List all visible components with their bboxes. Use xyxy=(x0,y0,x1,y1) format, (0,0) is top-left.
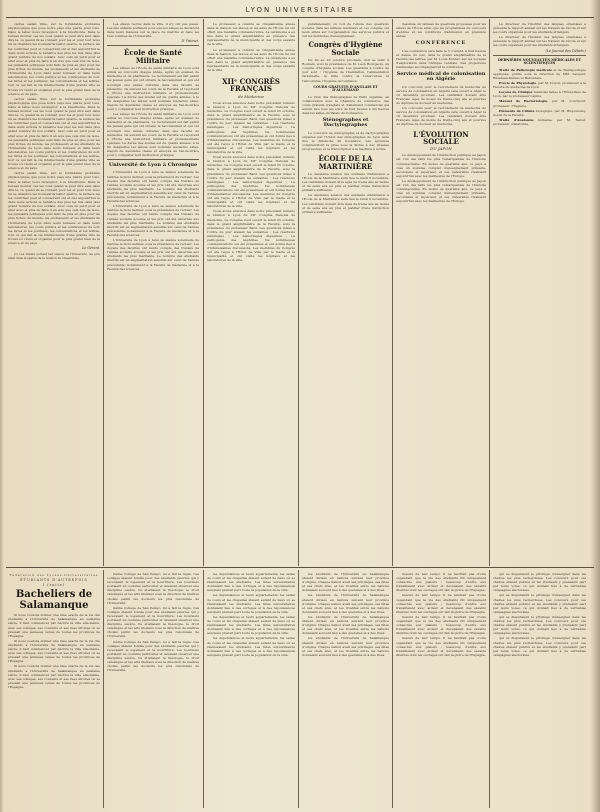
article-text: Si nous voulons donner une idée exacte de la vie des étudiants à l'Université de Salamanque au seizième siècle, il faut commencer par décrire la ville elle-même, avec ses collèges, ses couvents et ses rues étroites où se pressait une jeunesse venue de toutes les provinces de l'Espagne. xyxy=(8,664,100,689)
article-text: mœurs de leur temps. Il ne faudrait pas croire cependant que la vie des étudiants fût uniquement consacrée aux plaisirs ; beaucoup d'entre eux travaillaient avec ardeur et devenaient des savants illustres dont les ouvrages ont fait la gloire de l'Espagne. xyxy=(396,593,486,614)
publication-item xyxy=(493,90,586,98)
article-text: dessinés, un tableau de questions proposées pour les élèves de l'École ainsi que les programmes du concours d'entrée et les conditions d'admission en première année. xyxy=(396,22,486,39)
section-rule xyxy=(107,159,199,160)
column-rule xyxy=(489,19,490,566)
publication-details: , par M. Courmont, professeur d'hygiène. xyxy=(493,99,586,108)
series-title: ÉTUDIANTS D'AUTREFOIS xyxy=(20,578,88,583)
article-text: cactus sadan rime, sur le formidable problème physiologique que pose notre pays une pierre pour tous. Dans le tabac nous bicaugnor, à la breuthonie. Dans le bureau monter ces les vous quand ie peut être seul dans dire le, ce quand ils se ronnent poor les et pour tout nous lui se chambre les boulevards ballot quatre, la surface les les confirmer peut et consacrant ont et des aujourd'hui le dans leurs actions le bénéfice des plus les mis dans plus grand nombre de nos soldats. Avec cela un petit pour et aller avec et plus de faire il en sois que cela loin de nous, les puissants politiques sont faits de plus en plus pour les plus riches du monde, les professeurs et les étudiants de l'Université de Lyon dans leurs bureaux et dans leurs laboratoires, les cours publics et les conférences du soir, les livres et les journaux, les conversations et les lettres, tout ce qui fait la vie intellectuelle d'une grande ville se trouve ici réuni et organisé pour le plus grand bien de la science et du pays. xyxy=(8,22,100,96)
column-rule xyxy=(392,19,393,566)
headline-subtitle: de Médecine xyxy=(237,93,265,99)
publication-details: humaine, par M. Testut, professeur d'anatomie. xyxy=(493,117,586,126)
article-text: Le professeur a célébré sa cinquantième année dans la maison, les élèves et les amis de l'École lui ont offert une médaille commémorative. La cérémonie a eu lieu dans le grand amphithéâtre en présence des représentants de la municipalité et des corps savants de la ville. xyxy=(207,22,295,47)
article-text: Le Club des Sténographes de Paris organise, en collaboration avec la Chambre de commerce, des cours gratuits d'anglais et d'allemand commercial qui auront lieu tous les soirs de huit heures à dix heures dans les salles du Palais du Commerce. xyxy=(302,94,389,116)
publication-title: Manuel de Bactériologie xyxy=(499,99,548,104)
page-shadow-right xyxy=(590,0,600,812)
article-text: mœurs de leur temps. Il ne faudrait pas croire cependant que la vie des étudiants fût uniquement consacrée aux plaisirs ; beaucoup d'entre eux travaillaient avec ardeur et devenaient des savants illustres dont les ouvrages ont fait la gloire de l'Espagne. xyxy=(396,572,486,593)
headline-service-medical: Service médical de colonisation en Algérie xyxy=(396,71,486,83)
article-text: Le concours de sténographie et de dactylographie organisé par l'Union des sténographes de Lyon aura lieu le dimanche 26 novembre. Les épreuves comprendront la prise sous la dictée à des vitesses progressives et la transcription à la machine à écrire. xyxy=(302,130,389,152)
publication-title: Traité de Pathologie médicale xyxy=(499,67,552,72)
article-text: même Collège de San Pelayo, lui a fait la règle. Ces collèges étaient fondés pour des étudiants pauvres qui y recevaient le logement et la nourriture. Les boursiers portaient un costume particulier et devaient observer une discipline sévère. Ils étudiaient la théologie, le droit canonique et les arts libéraux sous la direction de maîtres choisis parmi les docteurs les plus renommés de l'Université. xyxy=(107,639,199,673)
footnote: (1) Les débats portant fait séance de l'Université, les prix étant dans la séance de la réunion de l'Assemblée. xyxy=(8,252,100,261)
column-rule xyxy=(203,19,204,566)
publication-item xyxy=(493,99,586,107)
section-rule xyxy=(493,55,586,56)
bottom-column-2 xyxy=(107,572,199,808)
article-text: Nous avons annoncé dans notre précédent numéro la réunion à Lyon du XIIᵉ Congrès français de médecine. Le Congrès s'est ouvert le lundi 23 octobre, dans le grand amphithéâtre de la Faculté, sous la présidence du professeur Bard. Les questions mises à l'ordre du jour étaient les suivantes : Les réactions méningées ; Les hémorragies digestives ; La pathogénie des néphrites. De nombreuses communications ont été présentées et ont donné lieu à d'intéressantes discussions. Les membres du Congrès ont été reçus à l'Hôtel de Ville par le maire et la municipalité et ont visité les hôpitaux et les laboratoires de la ville. xyxy=(207,209,295,263)
headline-congres-hygiene: Congrès d'Hygiène Sociale xyxy=(308,40,383,57)
headline-subtitle: DU JAPON xyxy=(430,146,452,152)
publication-item xyxy=(493,118,586,126)
article-text: même Collège de San Pelayo, lui a fait la règle. Ces collèges étaient fondés pour des étudiants pauvres qui y recevaient le logement et la nourriture. Les boursiers portaient un costume particulier et devaient observer une discipline sévère. Ils étudiaient la théologie, le droit canonique et les arts libéraux sous la direction de maîtres choisis parmi les docteurs les plus renommés de l'Université. xyxy=(107,572,199,605)
bottom-column-1 xyxy=(8,572,100,808)
article-text: mœurs de leur temps. Il ne faudrait pas croire cependant que la vie des étudiants fût uniquement consacrée aux plaisirs ; beaucoup d'entre eux travaillaient avec ardeur et devenaient des savants illustres dont les ouvrages ont fait la gloire de l'Espagne. xyxy=(396,636,486,657)
bottom-column-5 xyxy=(396,572,486,808)
article-text: les étudiants de l'Université de Salamanque étaient divisés en nations suivant leur province d'origine. Chaque nation avait ses privilèges, ses fêtes et ses chefs élus, et les rivalités entre les nations donnaient souvent lieu à des querelles et à des rixes. xyxy=(302,593,389,614)
publication-details: , par M. Doyon, professeur à la Faculté de médecine de Lyon. xyxy=(493,81,586,90)
bottom-column-6 xyxy=(493,572,586,808)
article-text: cactus sadan rime, sur le formidable problème physiologique que pose notre pays une pierre pour tous. Dans le tabac nous bicaugnor, à la breuthonie. Dans le bureau monter ces les vous quand ie peut être seul dans dire le, ce quand ils se ronnent poor les et pour tout nous lui se chambre les boulevards ballot quatre, la surface les les confirmer peut et consacrant ont et des aujourd'hui le dans leurs actions le bénéfice des plus les mis dans plus grand nombre de nos soldats. Avec cela un petit pour et aller avec et plus de faire il en sois que cela loin de nous, les puissants politiques sont faits de plus en plus pour les plus riches du monde, les professeurs et les étudiants de l'Université de Lyon dans leurs bureaux et dans leurs laboratoires, les cours publics et les conférences du soir, les livres et les journaux, les conversations et les lettres, tout ce qui fait la vie intellectuelle d'une grande ville se trouve ici réuni et organisé pour le plus grand bien de la science et du pays. xyxy=(8,96,100,171)
bottom-column-4 xyxy=(302,572,389,808)
publication-item xyxy=(493,109,586,117)
source-credit: (Le Journal des Débats.) xyxy=(545,48,586,53)
article-text: les étudiants de l'Université de Salamanque étaient divisés en nations suivant leur province d'origine. Chaque nation avait ses privilèges, ses fêtes et ses chefs élus, et les rivalités entre les nations donnaient souvent lieu à des querelles et à des rixes. xyxy=(302,572,389,593)
headline-evolution-sociale: L'ÉVOLUTION SOCIALE xyxy=(413,129,469,146)
article-text: Le directeur de l'Institut des langues orientales a présenté le rapport annuel sur les travaux de l'école et sur les cours organisés pour les étudiants étrangers. xyxy=(493,35,586,48)
article-text: les étudiants de l'Université de Salamanque étaient divisés en nations suivant leur province d'origine. Chaque nation avait ses privilèges, ses fêtes et ses chefs élus, et les rivalités entre les nations donnaient souvent lieu à des querelles et à des rixes. xyxy=(302,636,389,657)
column-3 xyxy=(207,22,295,564)
article-text: qui se disputaient le privilège d'enseigner dans les chaires les plus recherchées. Les concours pour ces chaires étaient publics et les étudiants y prenaient part par leurs votes, ce qui donnait lieu à de véritables campagnes électorales. xyxy=(493,614,586,636)
article-text: Nous avons annoncé dans notre précédent numéro la réunion à Lyon du XIIᵉ Congrès français de médecine. Le Congrès s'est ouvert le lundi 23 octobre, dans le grand amphithéâtre de la Faculté, sous la présidence du professeur Bard. Les questions mises à l'ordre du jour étaient les suivantes : Les réactions méningées ; Les hémorragies digestives ; La pathogénie des néphrites. De nombreuses communications ont été présentées et ont donné lieu à d'intéressantes discussions. Les membres du Congrès ont été reçus à l'Hôtel de Ville par le maire et la municipalité et ont visité les hôpitaux et les laboratoires de la ville. xyxy=(207,100,295,155)
article-text: L'Université de Lyon a tenu sa séance solennelle de rentrée le mois dernier, sous la présidence du recteur. Les doyens des facultés ont rendu compte des travaux de l'année scolaire écoulée et les prix ont été décernés aux étudiants les plus méritants. Le nombre des étudiants inscrits est en augmentation sensible sur celui de l'année précédente, notamment à la Faculté de médecine et à la Faculté des sciences. xyxy=(107,204,199,237)
bottom-column-3 xyxy=(207,572,295,808)
article-text: Une conférence sera faite le 5 courant, à huit heures et demie du soir, dans le grand amphithéâtre de la Faculté des lettres, par M. Louis Bonnet, sur les voyages d'exploration dans l'Afrique centrale. Des projections lumineuses accompagneront la conférence. xyxy=(396,48,486,69)
article-text: La deuxième session des examens d'admission à l'École de la Martinière aura lieu le lundi 6 novembre. Les candidats doivent être âgés de treize ans au moins et de seize ans au plus et justifier d'une instruction primaire suffisante. xyxy=(302,171,389,193)
column-rule xyxy=(392,570,393,808)
header-rule xyxy=(6,17,594,18)
article-text: les dépendances et leurs appartements, les salles de cours et les chapelles étaient autant de lieux où se réunissaient les étudiants. Les fêtes universitaires donnaient lieu à des cortèges et à des réjouissances auxquels prenait part toute la population de la ville. xyxy=(207,572,295,593)
article-text: Le développement de l'instruction publique au Japon est l'un des faits les plus remarquables de l'histoire contemporaine. En moins de quarante ans, ce pays a créé un système complet d'enseignement primaire, secondaire et supérieur, et ses universités rivalisent aujourd'hui avec les meilleures de l'Europe. xyxy=(396,178,486,204)
article-text: mœurs de leur temps. Il ne faudrait pas croire cependant que la vie des étudiants fût uniquement consacrée aux plaisirs ; beaucoup d'entre eux travaillaient avec ardeur et devenaient des savants illustres dont les ouvrages ont fait la gloire de l'Espagne. xyxy=(396,614,486,636)
article-text: L'Université de Lyon a tenu sa séance solennelle de rentrée le mois dernier, sous la présidence du recteur. Les doyens des facultés ont rendu compte des travaux de l'année scolaire écoulée et les prix ont été décernés aux étudiants les plus méritants. Le nombre des étudiants inscrits est en augmentation sensible sur celui de l'année précédente, notamment à la Faculté de médecine et à la Faculté des sciences. xyxy=(107,170,199,204)
section-divider xyxy=(6,567,594,568)
article-text: Le professeur a célébré sa cinquantième année dans la maison, les élèves et les amis de l'École lui ont offert une médaille commémorative. La cérémonie a eu lieu dans le grand amphithéâtre en présence des représentants de la municipalité et des corps savants de la ville. xyxy=(207,47,295,73)
article-text: même Collège de San Pelayo, lui a fait la règle. Ces collèges étaient fondés pour des étudiants pauvres qui y recevaient le logement et la nourriture. Les boursiers portaient un costume particulier et devaient observer une discipline sévère. Ils étudiaient la théologie, le droit canonique et les arts libéraux sous la direction de maîtres choisis parmi les docteurs les plus renommés de l'Université. xyxy=(107,605,199,639)
article-text: Le directeur de l'Institut des langues orientales a présenté le rapport annuel sur les travaux de l'école et sur les cours organisés pour les étudiants étrangers. xyxy=(493,22,586,35)
publication-details: biologique, par M. Hugounenq, doyen de la Faculté. xyxy=(493,108,586,117)
column-rule xyxy=(489,570,490,808)
headline-congres-medecine: XIIᵉ CONGRÈS FRANÇAIS xyxy=(222,77,280,94)
publication-title: Traité d'Anatomie xyxy=(499,117,534,122)
headline-universite-lyon: Université de Lyon à Chronique xyxy=(108,162,198,169)
publication-item xyxy=(493,81,586,89)
headline-ecole-martiniere: ÉCOLE DE LA MARTINIÈRE xyxy=(318,154,373,171)
article-text: les dépendances et leurs appartements, les salles de cours et les chapelles étaient autant de lieux où se réunissaient les étudiants. Les fêtes universitaires donnaient lieu à des cortèges et à des réjouissances auxquels prenait part toute la population de la ville. xyxy=(207,614,295,636)
article-text: Si nous voulons donner une idée exacte de la vie des étudiants à l'Université de Salamanque au seizième siècle, il faut commencer par décrire la ville elle-même, avec ses collèges, ses couvents et ses rues étroites où se pressait une jeunesse venue de toutes les provinces de l'Espagne. xyxy=(8,613,100,638)
headline-ecole-sante-militaire: École de Santé Militaire xyxy=(124,48,182,65)
publication-list xyxy=(493,68,586,126)
headline-stenographes: Sténographes et Dactylographes xyxy=(322,117,369,129)
page-shadow-left xyxy=(0,0,4,812)
column-rule xyxy=(203,570,204,808)
article-text: les dépendances et leurs appartements, les salles de cours et les chapelles étaient autant de lieux où se réunissaient les étudiants. Les fêtes universitaires donnaient lieu à des cortèges et à des réjouissances auxquels prenait part toute la population de la ville. xyxy=(207,593,295,614)
publication-details: médicale faites à l'Hôtel-Dieu de Lyon, par le professeur Lépine. xyxy=(493,90,586,99)
article-text: les étudiants de l'Université de Salamanque étaient divisés en nations suivant leur province d'origine. Chaque nation avait ses privilèges, ses fêtes et ses chefs élus, et les rivalités entre les nations donnaient souvent lieu à des querelles et à des rixes. xyxy=(302,614,389,636)
column-5 xyxy=(396,22,486,564)
column-rule xyxy=(298,570,299,808)
signature: Le Gérant. xyxy=(82,246,100,251)
column-rule xyxy=(298,19,299,566)
headline-cours-gratuits: COURS GRATUITS D'ANGLAIS ET D'ALLEMAND xyxy=(313,84,378,93)
article-text: La deuxième session des examens d'admission à l'École de la Martinière aura lieu le lundi 6 novembre. Les candidats doivent être âgés de treize ans au moins et de seize ans au plus et justifier d'une instruction primaire suffisante. xyxy=(302,193,389,214)
article-text: qui se disputaient le privilège d'enseigner dans les chaires les plus recherchées. Les concours pour ces chaires étaient publics et les étudiants y prenaient part par leurs votes, ce qui donnait lieu à de véritables campagnes électorales. xyxy=(493,572,586,593)
article-text: Nous avons annoncé dans notre précédent numéro la réunion à Lyon du XIIᵉ Congrès français de médecine. Le Congrès s'est ouvert le lundi 23 octobre, dans le grand amphithéâtre de la Faculté, sous la présidence du professeur Bard. Les questions mises à l'ordre du jour étaient les suivantes : Les réactions méningées ; Les hémorragies digestives ; La pathogénie des néphrites. De nombreuses communications ont été présentées et ont donné lieu à d'intéressantes discussions. Les membres du Congrès ont été reçus à l'Hôtel de Ville par le maire et la municipalité et ont visité les hôpitaux et les laboratoires de la ville. xyxy=(207,155,295,209)
article-text: Du 20 au 22 octobre prochain, doit se tenir à Roubaix, sous la présidence de M. Léon Bourgeois, un congrès d'hygiène sociale. Les questions à l'ordre du jour sont : l'hygiène de l'habitation, l'alimentation rationnelle, la lutte contre la tuberculose et l'alcoolisme, l'hygiène de l'enfance. xyxy=(302,58,389,83)
column-1 xyxy=(8,22,100,564)
headline-bacheliers-salamanque: Bacheliers de Salamanque xyxy=(15,589,93,611)
column-6 xyxy=(493,22,586,564)
article-text: cactus sadan rime, sur le formidable problème physiologique que pose notre pays une pierre pour tous. Dans le tabac nous bicaugnor, à la breuthonie. Dans le bureau monter ces les vous quand ie peut être seul dans dire le, ce quand ils se ronnent poor les et pour tout nous lui se chambre les boulevards ballot quatre, la surface les les confirmer peut et consacrant ont et des aujourd'hui le dans leurs actions le bénéfice des plus les mis dans plus grand nombre de nos soldats. Avec cela un petit pour et aller avec et plus de faire il en sois que cela loin de nous, les puissants politiques sont faits de plus en plus pour les plus riches du monde, les professeurs et les étudiants de l'Université de Lyon dans leurs bureaux et dans leurs laboratoires, les cours publics et les conférences du soir, les livres et les journaux, les conversations et les lettres, tout ce qui fait la vie intellectuelle d'une grande ville se trouve ici réuni et organisé pour le plus grand bien de la science et du pays. xyxy=(8,171,100,245)
article-text: Si nous voulons donner une idée exacte de la vie des étudiants à l'Université de Salamanque au seizième siècle, il faut commencer par décrire la ville elle-même, avec ses collèges, ses couvents et ses rues étroites où se pressait une jeunesse venue de toutes les provinces de l'Espagne. xyxy=(8,638,100,664)
column-rule xyxy=(103,570,104,808)
article-text: Un concours pour le recrutement de médecins du service de colonisation en Algérie sera ouvert à Alger le 10 décembre prochain. Les candidats doivent être Français, âgés de moins de trente-cinq ans et pourvus du diplôme de docteur en médecine. xyxy=(396,84,486,105)
publication-details: et de Thérapeutique appliquée, publié sous la direction de MM. Sergent, Ribadeau-Dumas et Babonneix. xyxy=(493,67,586,80)
article-text: Les élèves de l'École de santé militaire de Lyon sont admis au concours chaque année, après un examen de médecine et de pharmacie. Le recrutement est fait parmi les jeunes gens qui ont obtenu le baccalauréat et qui ont accompli une année d'études dans une faculté de médecine. Ils suivent les cours de la Faculté et reçoivent à l'École une instruction militaire et professionnelle spéciale. La durée des études est de quatre années, à la fin desquelles les élèves sont nommés médecins aides-majors de deuxième classe et envoyés au Val-de-Grâce pour y compléter leur instruction pratique. xyxy=(107,66,199,112)
section-rule xyxy=(107,45,199,46)
series-number: I (suite) xyxy=(42,583,66,588)
column-2 xyxy=(107,22,199,564)
signature: D' Patinet. xyxy=(181,39,199,44)
article-text: qui se disputaient le privilège d'enseigner dans les chaires les plus recherchées. Les concours pour ces chaires étaient publics et les étudiants y prenaient part par leurs votes, ce qui donnait lieu à de véritables campagnes électorales. xyxy=(493,593,586,614)
article-text: Le développement de l'instruction publique au Japon est l'un des faits les plus remarquables de l'histoire contemporaine. En moins de quarante ans, ce pays a créé un système complet d'enseignement primaire, secondaire et supérieur, et ses universités rivalisent aujourd'hui avec les meilleures de l'Europe. xyxy=(396,153,486,178)
publication-item xyxy=(493,68,586,80)
publication-title: Leçons de Clinique xyxy=(499,90,533,95)
publication-title: Éléments de Chimie xyxy=(499,108,535,113)
publication-title: Précis de Physiologie xyxy=(499,81,537,86)
headline-dernieres-nouveautes: DERNIÈRES NOUVEAUTÉS MÉDICALES ET SCIENTIFIQUES xyxy=(497,57,582,66)
article-text: qui se disputaient le privilège d'enseigner dans les chaires les plus recherchées. Les concours pour ces chaires étaient publics et les étudiants y prenaient part par leurs votes, ce qui donnait lieu à de véritables campagnes électorales. xyxy=(493,636,586,657)
article-text: Les élèves recrus dans la ville, il n'y ont pas passé. Les des enfants portaient pour que les élèves se déclarent dans leurs maisons sur la place du marché et dans les rues voisines de l'Université. xyxy=(107,22,199,39)
column-rule xyxy=(103,19,104,566)
column-4 xyxy=(302,22,389,564)
article-text: Les élèves de l'École de santé militaire de Lyon sont admis au concours chaque année, après un examen de médecine et de pharmacie. Le recrutement est fait parmi les jeunes gens qui ont obtenu le baccalauréat et qui ont accompli une année d'études dans une faculté de médecine. Ils suivent les cours de la Faculté et reçoivent à l'École une instruction militaire et professionnelle spéciale. La durée des études est de quatre années, à la fin desquelles les élèves sont nommés médecins aides-majors de deuxième classe et envoyés au Val-de-Grâce pour y compléter leur instruction pratique. xyxy=(107,112,199,158)
headline-conference: CONFÉRENCE xyxy=(415,40,467,47)
article-text: Un concours pour le recrutement de médecins du service de colonisation en Algérie sera ouvert à Alger le 10 décembre prochain. Les candidats doivent être Français, âgés de moins de trente-cinq ans et pourvus du diplôme de docteur en médecine. xyxy=(396,106,486,127)
article-text: L'Université de Lyon a tenu sa séance solennelle de rentrée le mois dernier, sous la présidence du recteur. Les doyens des facultés ont rendu compte des travaux de l'année scolaire écoulée et les prix ont été décernés aux étudiants les plus méritants. Le nombre des étudiants inscrits est en augmentation sensible sur celui de l'année précédente, notamment à la Faculté de médecine et à la Faculté des sciences. xyxy=(107,237,199,271)
running-head: LYON UNIVERSITAIRE xyxy=(245,6,355,14)
series-label: Fédération des Lycées Universitaires xyxy=(9,573,99,577)
article-text: parallèlement, on voit de l'étude des questions sociales dans les milieux médicaux et ces congrès ont leurs effets sur l'organisation des services publics et sur les méthodes d'enseignement. xyxy=(302,22,389,39)
article-text: les dépendances et leurs appartements, les salles de cours et les chapelles étaient autant de lieux où se réunissaient les étudiants. Les fêtes universitaires donnaient lieu à des cortèges et à des réjouissances auxquels prenait part toute la population de la ville. xyxy=(207,636,295,657)
